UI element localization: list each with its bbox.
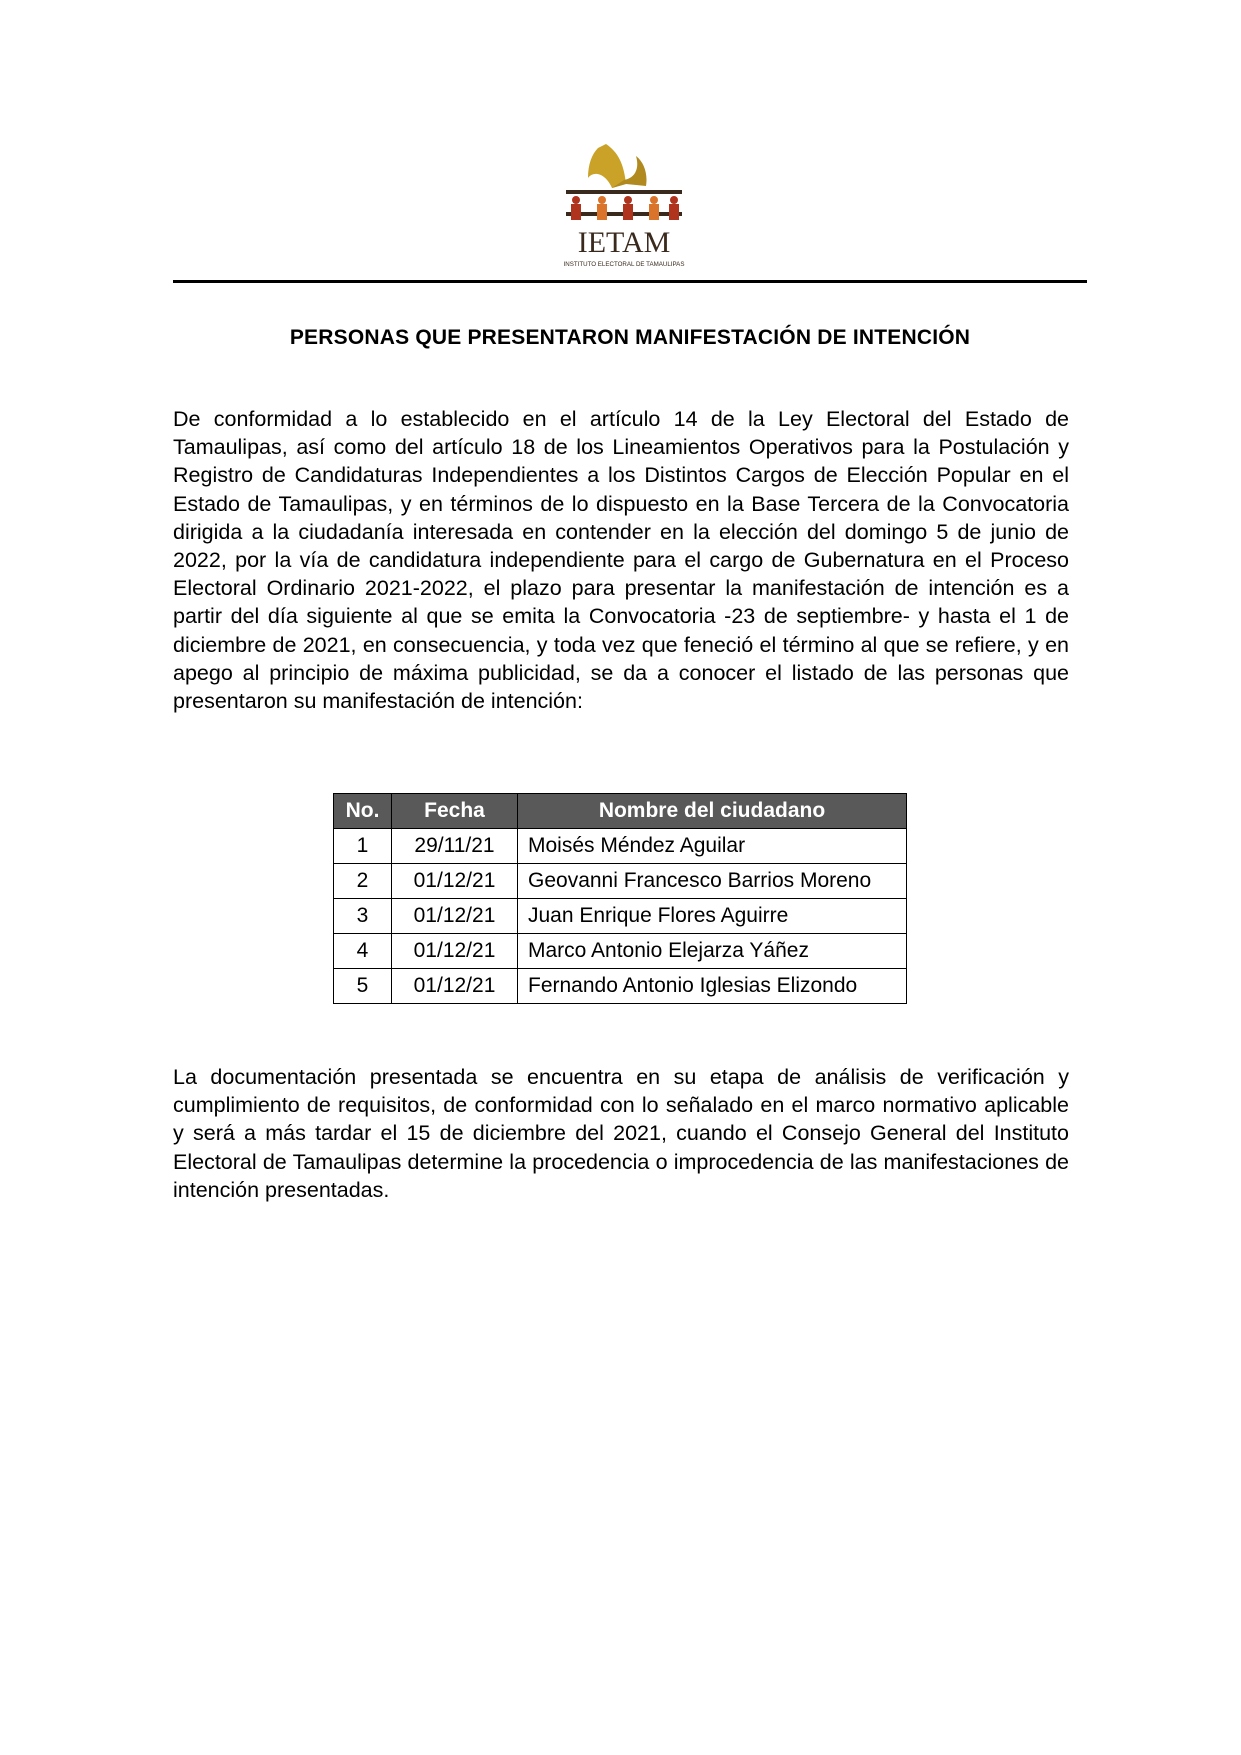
header-fecha: Fecha	[392, 794, 518, 829]
intro-paragraph: De conformidad a lo establecido en el artículo 14 de la Ley Electoral del Estado de Tamaulipas, así como del artículo 18 de los Lineamientos Operativos para la Postulación y Registro de Candidaturas Independientes a los Distintos Cargos de Elección Popular en el Estado de Tamaulipas, y en términos de lo dispuesto en la Base Tercera de la Convocatoria dirigida a la ciudadanía interesada en contender en la elección del domingo 5 de junio de 2022, por la vía de candidatura independiente para el cargo de Gubernatura en el Proceso Electoral Ordinario 2021-2022, el plazo para presentar la manifestación de intención es a partir del día siguiente al que se emita la Convocatoria -23 de septiembre- y hasta el 1 de diciembre de 2021, en consecuencia, y toda vez que feneció el término al que se refiere, y en apego al principio de máxima publicidad, se da a conocer el listado de las personas que presentaron su manifestación de intención:	[173, 407, 1069, 714]
table-header-row	[334, 794, 907, 829]
table-row	[334, 864, 907, 899]
table-row	[334, 934, 907, 969]
table-row	[334, 969, 907, 1004]
cell-no: 5	[334, 969, 392, 1004]
header-divider	[173, 280, 1087, 283]
cell-no: 1	[334, 829, 392, 864]
cell-nombre: Geovanni Francesco Barrios Moreno	[518, 864, 907, 899]
cell-fecha: 01/12/21	[392, 969, 518, 1004]
ietam-logo-icon	[554, 144, 694, 272]
table-row	[334, 829, 907, 864]
header-nombre: Nombre del ciudadano	[518, 794, 907, 829]
closing-paragraph: La documentación presentada se encuentra en su etapa de análisis de verificación y cumplimiento de requisitos, de conformidad con lo señalado en el marco normativo aplicable y será a más tardar el 15 de diciembre del 2021, cuando el Consejo General del Instituto Electoral de Tamaulipas determine la procedencia o improcedencia de las manifestaciones de intención presentadas.	[173, 1065, 1069, 1202]
ietam-logo	[554, 144, 694, 272]
cell-fecha: 01/12/21	[392, 899, 518, 934]
cell-no: 4	[334, 934, 392, 969]
cell-fecha: 29/11/21	[392, 829, 518, 864]
cell-nombre: Fernando Antonio Iglesias Elizondo	[518, 969, 907, 1004]
cell-no: 3	[334, 899, 392, 934]
cell-fecha: 01/12/21	[392, 864, 518, 899]
cell-nombre: Juan Enrique Flores Aguirre	[518, 899, 907, 934]
logo-name: IETAM	[577, 226, 671, 259]
cell-nombre: Marco Antonio Elejarza Yáñez	[518, 934, 907, 969]
logo-subtitle: INSTITUTO ELECTORAL DE TAMAULIPAS	[563, 261, 685, 268]
cell-no: 2	[334, 864, 392, 899]
cell-fecha: 01/12/21	[392, 934, 518, 969]
cell-nombre: Moisés Méndez Aguilar	[518, 829, 907, 864]
header-no: No.	[334, 794, 392, 829]
table-row	[334, 899, 907, 934]
applicants-table	[333, 793, 907, 1004]
page-title: PERSONAS QUE PRESENTARON MANIFESTACIÓN DE INTENCIÓN	[289, 326, 971, 349]
